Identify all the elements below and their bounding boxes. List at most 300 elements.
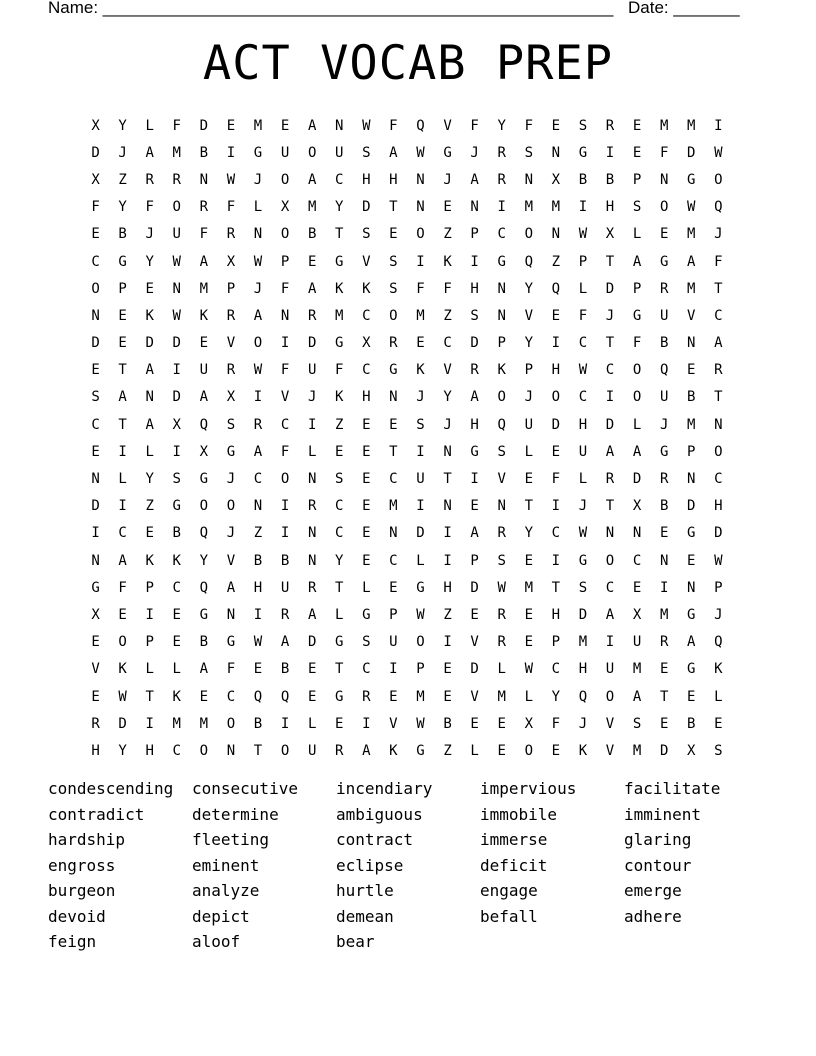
grid-letter: M [578,634,588,651]
grid-letter: K [714,661,723,678]
grid-letter: U [389,634,398,651]
grid-letter: D [551,416,561,433]
grid-row [82,330,732,357]
grid-letter: A [280,634,290,651]
grid-letter: C [605,579,615,596]
grid-letter: U [199,362,209,379]
grid-letter: N [551,144,561,161]
grid-letter: N [605,525,615,542]
grid-letter: A [605,443,615,460]
grid-letter: N [443,443,452,460]
grid-letter: J [253,171,263,188]
grid-letter: B [253,552,263,569]
grid-letter: G [497,253,506,270]
grid-letter: E [145,280,154,297]
grid-letter: M [253,117,263,134]
grid-letter: Z [145,498,154,515]
grid-letter: R [280,606,290,623]
grid-letter: R [497,634,506,651]
grid-letter: A [687,634,696,651]
grid-row [82,493,732,520]
word-bank-item: imminent [624,804,702,824]
word-bank-item: hardship [48,830,126,849]
grid-letter: M [172,144,181,161]
grid-letter: P [632,171,642,188]
grid-letter: O [91,280,100,297]
grid-letter: W [524,661,533,678]
grid-letter: O [714,171,723,188]
grid-letter: I [470,471,479,488]
grid-letter: W [362,117,371,134]
grid-letter: D [172,389,181,406]
grid-letter: H [714,498,723,515]
grid-letter: E [443,688,452,705]
grid-letter: E [307,253,317,270]
grid-row [82,629,732,656]
grid-letter: S [91,389,100,406]
grid-letter: D [687,498,696,515]
grid-letter: Y [199,552,209,569]
word-bank-item: ambiguous [336,804,423,824]
grid-letter: Q [714,199,723,216]
grid-letter: J [524,389,533,406]
grid-letter: V [280,389,290,406]
grid-letter: I [551,552,561,569]
grid-letter: B [172,525,181,542]
grid-letter: P [280,253,290,270]
grid-letter: G [578,144,588,161]
grid-letter: E [362,498,371,515]
grid-letter: D [687,144,696,161]
grid-letter: J [578,498,588,515]
grid-letter: K [578,742,588,759]
grid-letter: Y [145,471,154,488]
grid-letter: C [632,552,642,569]
grid-letter: F [578,307,588,324]
grid-letter: F [389,117,398,134]
grid-letter: O [416,226,425,243]
word-bank-item: facilitate [624,779,721,798]
grid-letter: J [307,389,317,406]
word-bank-item: contradict [48,804,145,824]
grid-letter: F [714,253,723,270]
grid-letter: L [497,661,506,678]
grid-letter: R [714,362,723,379]
grid-letter: M [524,199,533,216]
grid-letter: U [307,742,317,759]
grid-letter: G [335,253,344,270]
grid-letter: M [687,280,696,297]
grid-letter: W [253,253,263,270]
grid-letter: O [524,742,533,759]
grid-letter: J [470,144,479,161]
grid-letter: M [632,661,642,678]
grid-letter: T [335,226,344,243]
grid-letter: D [307,634,317,651]
grid-letter: A [632,688,642,705]
grid-letter: X [226,389,236,406]
grid-letter: C [578,335,588,352]
word-bank-item: feign [48,932,97,951]
grid-letter: I [443,552,452,569]
grid-letter: M [199,715,209,732]
grid-letter: N [307,471,317,488]
grid-letter: E [443,199,452,216]
word-search-grid [82,112,732,765]
grid-letter: C [362,362,371,379]
grid-letter: E [687,552,696,569]
grid-letter: N [497,307,506,324]
word-bank [48,779,768,958]
grid-letter: T [551,579,561,596]
grid-letter: S [362,634,371,651]
grid-letter: I [551,498,561,515]
grid-letter: L [335,606,344,623]
grid-letter: Q [551,280,561,297]
grid-letter: W [118,688,127,705]
grid-letter: U [578,443,588,460]
grid-letter: E [307,661,317,678]
page-title: ACT VOCAB PREP [202,36,614,91]
grid-letter: B [199,634,209,651]
grid-letter: C [335,525,344,542]
grid-letter: W [714,144,723,161]
grid-letter: S [389,280,398,297]
grid-letter: W [253,362,263,379]
grid-letter: P [389,606,398,623]
grid-letter: C [362,661,371,678]
grid-letter: F [551,715,561,732]
grid-letter: N [632,525,642,542]
grid-row [82,574,732,601]
grid-letter: P [470,226,479,243]
grid-letter: Z [443,742,452,759]
grid-letter: F [280,362,290,379]
grid-letter: J [578,715,588,732]
grid-letter: Z [253,525,263,542]
grid-letter: I [443,525,452,542]
grid-letter: J [118,144,127,161]
grid-letter: G [687,606,696,623]
grid-letter: R [389,335,398,352]
grid-letter: B [659,335,669,352]
grid-letter: A [307,117,317,134]
grid-letter: A [470,525,479,542]
grid-letter: I [605,634,615,651]
grid-letter: O [605,688,615,705]
grid-letter: C [172,579,181,596]
grid-letter: H [253,579,263,596]
grid-letter: J [253,280,263,297]
grid-letter: S [226,416,236,433]
grid-letter: G [470,443,479,460]
grid-letter: V [91,661,100,678]
grid-row [82,737,732,764]
grid-letter: M [199,280,209,297]
grid-letter: N [91,471,100,488]
grid-letter: P [551,634,561,651]
grid-letter: F [280,280,290,297]
grid-letter: N [416,171,425,188]
grid-letter: Z [443,307,452,324]
grid-letter: W [253,634,263,651]
grid-letter: Y [497,117,506,134]
grid-letter: E [307,688,317,705]
grid-letter: G [578,552,588,569]
word-bank-item: bear [336,932,375,951]
grid-letter: O [389,307,398,324]
grid-letter: H [362,171,371,188]
grid-letter: F [524,117,533,134]
grid-letter: N [91,552,100,569]
grid-letter: C [605,362,615,379]
grid-letter: W [416,144,425,161]
grid-letter: O [632,362,642,379]
grid-letter: D [578,606,588,623]
grid-letter: S [578,579,588,596]
grid-row [82,166,732,193]
grid-letter: S [362,144,371,161]
grid-letter: O [199,498,209,515]
grid-letter: M [416,688,425,705]
grid-letter: I [497,199,506,216]
grid-letter: R [362,688,371,705]
grid-letter: E [524,634,533,651]
grid-letter: I [578,199,588,216]
grid-letter: E [687,688,696,705]
grid-letter: N [443,498,452,515]
grid-letter: F [199,226,209,243]
grid-letter: I [605,144,615,161]
grid-letter: I [362,715,371,732]
grid-letter: I [659,579,669,596]
grid-letter: L [172,661,181,678]
grid-letter: D [362,199,371,216]
grid-letter: N [416,199,425,216]
grid-letter: G [226,443,236,460]
grid-letter: C [714,307,723,324]
word-bank-item: glaring [624,830,692,849]
grid-letter: U [632,634,642,651]
grid-letter: F [118,579,127,596]
grid-letter: B [118,226,127,243]
grid-letter: R [659,280,669,297]
grid-letter: E [551,742,561,759]
grid-letter: T [335,579,344,596]
grid-letter: D [470,335,479,352]
grid-letter: Q [280,688,290,705]
grid-letter: W [172,253,181,270]
grid-letter: E [416,335,425,352]
grid-row [82,411,732,438]
grid-letter: N [91,307,100,324]
grid-letter: D [91,144,100,161]
grid-letter: L [524,443,533,460]
grid-row [82,438,732,465]
grid-letter: T [118,362,127,379]
grid-letter: J [714,606,723,623]
grid-letter: S [416,416,425,433]
grid-letter: R [307,579,317,596]
grid-letter: G [687,171,696,188]
grid-letter: U [416,471,425,488]
grid-letter: R [226,307,236,324]
grid-letter: M [632,742,642,759]
grid-letter: N [497,498,506,515]
grid-letter: M [687,416,696,433]
word-bank-item: determine [192,804,279,824]
grid-letter: E [497,715,506,732]
grid-letter: A [307,280,317,297]
grid-letter: E [659,715,669,732]
grid-letter: R [172,171,181,188]
grid-letter: I [280,525,290,542]
grid-letter: G [659,443,669,460]
grid-letter: D [605,280,615,297]
grid-letter: I [605,389,615,406]
grid-letter: A [307,606,317,623]
grid-letter: C [497,226,506,243]
grid-letter: M [497,688,506,705]
grid-letter: I [551,335,561,352]
grid-letter: W [416,606,425,623]
grid-letter: O [118,634,127,651]
grid-letter: G [335,634,344,651]
grid-letter: E [362,443,371,460]
grid-letter: P [497,335,506,352]
grid-letter: N [687,335,696,352]
grid-letter: F [91,199,100,216]
grid-letter: E [524,552,533,569]
grid-letter: L [714,688,723,705]
grid-letter: E [470,498,479,515]
grid-row [82,465,732,492]
grid-letter: Q [524,253,533,270]
grid-letter: W [714,552,723,569]
grid-letter: U [280,144,290,161]
grid-letter: J [443,416,452,433]
grid-letter: L [362,579,371,596]
grid-letter: N [307,552,317,569]
grid-letter: T [443,471,452,488]
grid-letter: O [551,389,561,406]
grid-letter: W [687,199,696,216]
grid-letter: J [416,389,425,406]
grid-letter: N [253,498,263,515]
grid-letter: O [280,471,290,488]
grid-row [82,302,732,329]
grid-row [82,221,732,248]
grid-letter: K [362,280,371,297]
grid-letter: N [226,606,236,623]
grid-letter: N [524,171,533,188]
grid-letter: F [416,280,425,297]
grid-letter: E [551,307,561,324]
grid-letter: B [443,715,452,732]
grid-letter: A [199,253,209,270]
grid-letter: E [551,443,561,460]
grid-letter: V [605,715,615,732]
grid-letter: C [253,471,263,488]
grid-letter: H [578,661,588,678]
grid-letter: E [280,117,290,134]
word-bank-item: aloof [192,932,241,951]
word-bank-item: fleeting [192,830,270,849]
grid-row [82,194,732,221]
grid-letter: G [335,688,344,705]
grid-letter: J [226,471,236,488]
grid-letter: H [389,171,398,188]
grid-letter: Z [118,171,127,188]
grid-letter: Z [443,606,452,623]
grid-letter: B [687,715,696,732]
grid-letter: S [632,199,642,216]
grid-letter: O [497,389,506,406]
grid-row [82,601,732,628]
grid-letter: M [687,117,696,134]
grid-letter: D [199,117,209,134]
grid-letter: Y [118,199,127,216]
word-bank-item: deficit [480,855,548,875]
grid-letter: S [362,226,371,243]
grid-row [82,520,732,547]
grid-letter: D [172,335,181,352]
grid-letter: I [443,634,452,651]
grid-letter: D [91,335,100,352]
grid-letter: L [145,443,154,460]
grid-letter: V [470,688,479,705]
grid-letter: K [335,280,344,297]
grid-letter: T [335,661,344,678]
word-bank-item: consecutive [192,779,298,798]
grid-letter: L [578,471,588,488]
grid-row [82,683,732,710]
grid-letter: V [226,552,236,569]
grid-letter: V [389,715,398,732]
grid-letter: C [389,552,398,569]
grid-letter: Q [199,416,209,433]
word-bank-item: demean [336,906,394,926]
grid-letter: L [578,280,588,297]
grid-letter: P [470,552,479,569]
grid-letter: J [605,307,615,324]
grid-letter: H [91,742,100,759]
grid-letter: I [253,606,263,623]
name-field-label: Name: ______________________________________________________ [48,0,614,17]
grid-letter: E [335,715,344,732]
grid-letter: G [199,471,209,488]
grid-letter: M [551,199,561,216]
word-bank-item: devoid [48,906,106,926]
grid-letter: S [497,443,506,460]
grid-letter: I [172,362,181,379]
grid-letter: O [280,742,290,759]
grid-letter: U [524,416,533,433]
grid-letter: U [335,144,344,161]
grid-letter: F [551,471,561,488]
grid-letter: Q [199,579,209,596]
grid-letter: G [632,307,642,324]
grid-letter: N [253,226,263,243]
grid-letter: E [91,226,100,243]
grid-letter: I [145,606,154,623]
word-bank-item: contract [336,830,414,849]
grid-letter: O [632,389,642,406]
grid-letter: M [687,226,696,243]
grid-letter: P [578,253,588,270]
grid-letter: C [714,471,723,488]
grid-letter: A [605,606,615,623]
